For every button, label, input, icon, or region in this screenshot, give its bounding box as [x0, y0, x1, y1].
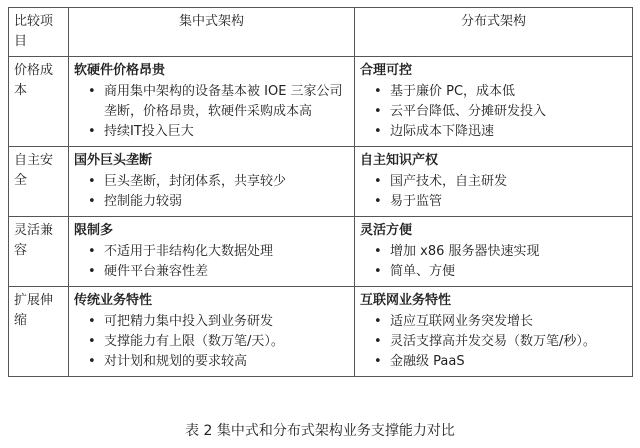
bullet-item	[360, 332, 627, 352]
centralized-cell	[69, 147, 355, 217]
comparison-table-container	[8, 7, 632, 377]
table-caption: 表 2 集中式和分布式架构业务支撑能力对比	[185, 423, 455, 439]
bullet-icon: •	[374, 244, 382, 259]
bullet-icon: •	[88, 334, 96, 349]
bullet-list	[74, 82, 349, 142]
cell-title: 合理可控	[360, 63, 413, 78]
bullet-text: 控制能力较弱	[104, 194, 183, 209]
bullet-icon: •	[88, 314, 96, 329]
bullet-list	[360, 172, 627, 212]
bullet-item	[360, 312, 627, 332]
bullet-item	[74, 192, 349, 212]
cell-title: 灵活方便	[360, 223, 413, 238]
bullet-text: 巨头垄断，封闭体系，共享较少	[104, 174, 287, 189]
bullet-item	[360, 102, 627, 122]
row-label: 灵活兼容	[9, 217, 69, 287]
bullet-text: 不适用于非结构化大数据处理	[104, 244, 274, 259]
bullet-icon: •	[374, 104, 382, 119]
table-row	[9, 57, 633, 147]
cell-title: 软硬件价格昂贵	[74, 63, 166, 78]
bullet-list	[360, 82, 627, 142]
bullet-text: 适应互联网业务突发增长	[390, 314, 534, 329]
bullet-text: 持续IT投入巨大	[104, 124, 194, 139]
table-row	[9, 147, 633, 217]
bullet-text: 基于廉价 PC，成本低	[390, 84, 516, 99]
bullet-text: 国产技术，自主研发	[390, 174, 508, 189]
bullet-icon: •	[88, 244, 96, 259]
bullet-item	[74, 262, 349, 282]
table-row	[9, 217, 633, 287]
bullet-icon: •	[88, 264, 96, 279]
bullet-icon: •	[88, 354, 96, 369]
centralized-cell	[69, 217, 355, 287]
bullet-item	[74, 172, 349, 192]
header-compare-item: 比较项目	[9, 8, 69, 57]
distributed-cell	[355, 57, 633, 147]
table-row	[9, 287, 633, 377]
bullet-icon: •	[374, 174, 382, 189]
bullet-icon: •	[88, 174, 96, 189]
table-header-row	[9, 8, 633, 57]
bullet-list	[74, 312, 349, 372]
cell-title: 传统业务特性	[74, 293, 153, 308]
bullet-text: 支撑能力有上限（数万笔/天）。	[104, 334, 284, 349]
bullet-text: 商用集中架构的设备基本被 IOE 三家公司垄断，价格昂贵，软硬件采购成本高	[104, 84, 343, 119]
bullet-text: 简单、方便	[390, 264, 456, 279]
bullet-text: 金融级 PaaS	[390, 354, 465, 369]
header-centralized: 集中式架构	[69, 8, 355, 57]
bullet-list	[360, 312, 627, 372]
centralized-cell	[69, 287, 355, 377]
row-label: 扩展伸缩	[9, 287, 69, 377]
header-distributed: 分布式架构	[355, 8, 633, 57]
bullet-list	[74, 242, 349, 282]
bullet-icon: •	[374, 314, 382, 329]
bullet-icon: •	[374, 334, 382, 349]
bullet-text: 边际成本下降迅速	[390, 124, 495, 139]
bullet-item	[360, 82, 627, 102]
table-body	[9, 57, 633, 377]
cell-title: 互联网业务特性	[360, 293, 452, 308]
bullet-item	[74, 352, 349, 372]
bullet-list	[74, 172, 349, 212]
bullet-item	[360, 352, 627, 372]
bullet-text: 对计划和规划的要求较高	[104, 354, 248, 369]
bullet-text: 可把精力集中投入到业务研发	[104, 314, 274, 329]
bullet-text: 硬件平台兼容性差	[104, 264, 209, 279]
bullet-item	[74, 312, 349, 332]
bullet-item	[74, 122, 349, 142]
bullet-text: 易于监管	[390, 194, 443, 209]
row-label: 价格成本	[9, 57, 69, 147]
centralized-cell	[69, 57, 355, 147]
bullet-icon: •	[374, 194, 382, 209]
bullet-icon: •	[374, 84, 382, 99]
bullet-icon: •	[88, 194, 96, 209]
cell-title: 国外巨头垄断	[74, 153, 153, 168]
bullet-list	[360, 242, 627, 282]
bullet-item	[360, 262, 627, 282]
bullet-item	[74, 82, 349, 122]
bullet-item	[360, 242, 627, 262]
bullet-icon: •	[374, 264, 382, 279]
bullet-text: 增加 x86 服务器快速实现	[390, 244, 540, 259]
bullet-item	[360, 172, 627, 192]
comparison-table	[8, 7, 633, 377]
bullet-text: 灵活支撑高并发交易（数万笔/秒）。	[390, 334, 596, 349]
bullet-item	[360, 122, 627, 142]
row-label: 自主安全	[9, 147, 69, 217]
cell-title: 自主知识产权	[360, 153, 439, 168]
bullet-text: 云平台降低、分摊研发投入	[390, 104, 547, 119]
bullet-item	[74, 332, 349, 352]
bullet-icon: •	[88, 84, 96, 99]
cell-title: 限制多	[74, 223, 114, 238]
distributed-cell	[355, 287, 633, 377]
bullet-icon: •	[374, 124, 382, 139]
bullet-icon: •	[374, 354, 382, 369]
bullet-item	[360, 192, 627, 212]
bullet-item	[74, 242, 349, 262]
bullet-icon: •	[88, 124, 96, 139]
distributed-cell	[355, 147, 633, 217]
distributed-cell	[355, 217, 633, 287]
